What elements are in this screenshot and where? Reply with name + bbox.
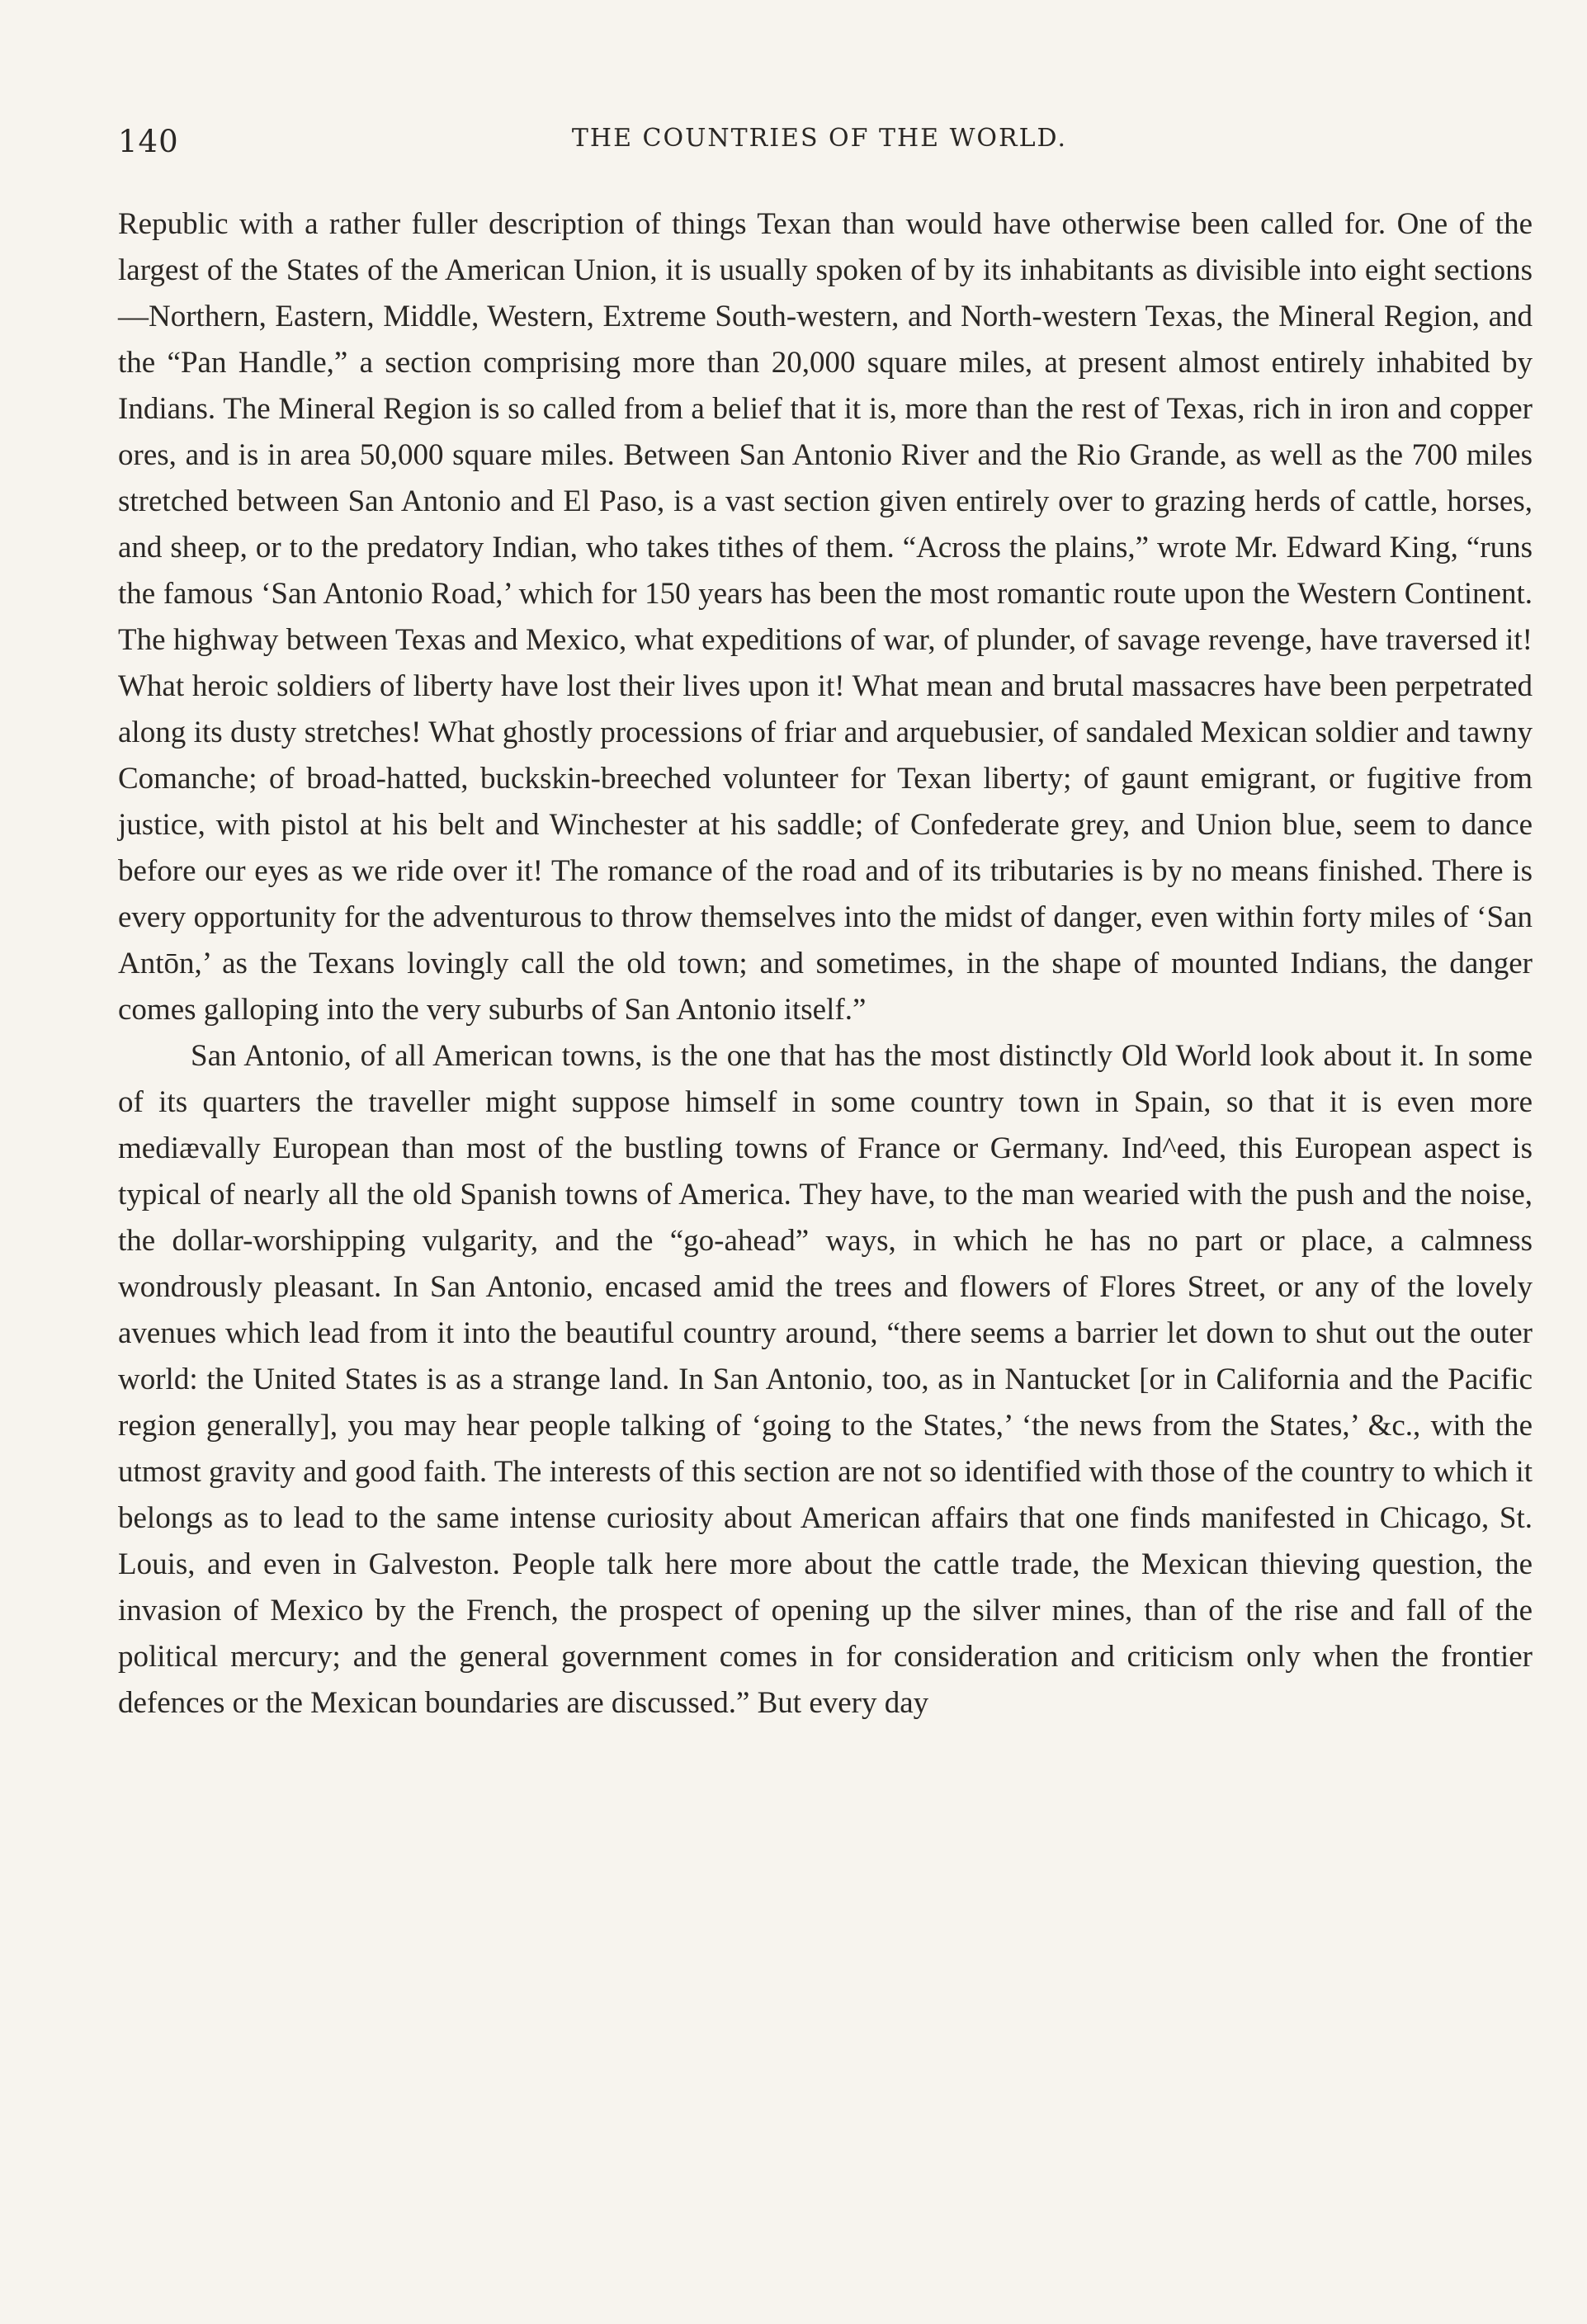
paragraph-san-antonio: San Antonio, of all American towns, is the one that has the most distinctly Old World look about it. In some of its quarters the traveller might suppose himself in some country town in Spain, so that it is even more mediævally European than most of the bustling towns of France or Germany. Ind^eed, this European aspect is typical of nearly all the old Spanish towns of America. They have, to the man wearied with the push and the noise, the dollar-worshipping vulgarity, and the “go-ahead” ways, in which he has no part or place, a calmness wondrously pleasant. In San Antonio, encased amid the trees and flowers of Flores Street, or any of the lovely avenues which lead from it into the beautiful country around, “there seems a barrier let down to shut out the outer world: the United States is as a strange land. In San Antonio, too, as in Nantucket [or in California and the Pacific region generally], you may hear people talking of ‘going to the States,’ ‘the news from the States,’ &c., with the utmost gravity and good faith. The interests of this section are not so identified with those of the country to which it belongs as to lead to the same intense curiosity about American affairs that one finds manifested in Chicago, St. Louis, and even in Galveston. People talk here more about the cattle trade, the Mexican thieving question, the invasion of Mexico by the French, the prospect of opening up the silver mines, than of the rise and fall of the political mercury; and the general government comes in for consideration and criticism only when the frontier defences or the Mexican boundaries are discussed.” But every day — [118, 1039, 1533, 1720]
paragraph-continued: Republic with a rather fuller description of things Texan than would have otherwise been called for. One of the largest of the States of the American Union, it is usually spoken of by its inhabitants as divisible into eight sections—Northern, Eastern, Middle, Western, Extreme South-western, and North-western Texas, the Mineral Region, and the “Pan Handle,” a section comprising more than 20,000 square miles, at present almost entirely inhabited by Indians. The Mineral Region is so called from a belief that it is, more than the rest of Texas, rich in iron and copper ores, and is in area 50,000 square miles. Between San Antonio River and the Rio Grande, as well as the 700 miles stretched between San Antonio and El Paso, is a vast section given entirely over to grazing herds of cattle, horses, and sheep, or to the predatory Indian, who takes tithes of them. “Across the plains,” wrote Mr. Edward King, “runs the famous ‘San Antonio Road,’ which for 150 years has been the most romantic route upon the Western Continent. The highway between Texas and Mexico, what expeditions of war, of plunder, of savage revenge, have traversed it! What heroic soldiers of liberty have lost their lives upon it! What mean and brutal massacres have been perpetrated along its dusty stretches! What ghostly processions of friar and arquebusier, of sandaled Mexican soldier and tawny Comanche; of broad-hatted, buckskin-breeched volunteer for Texan liberty; of gaunt emigrant, or fugitive from justice, with pistol at his belt and Winchester at his saddle; of Confederate grey, and Union blue, seem to dance before our eyes as we ride over it! The romance of the road and of its tributaries is by no means finished. There is every opportunity for the adventurous to throw themselves into the midst of danger, even within forty miles of ‘San Antōn,’ as the Texans lovingly call the old town; and sometimes, in the shape of mounted Indians, the danger comes galloping into the very suburbs of San Antonio itself.” — [118, 207, 1533, 1027]
body-text — [118, 201, 1533, 1726]
page-number: 140 — [118, 124, 179, 159]
running-title: THE COUNTRIES OF THE WORLD. — [571, 124, 1068, 153]
page-header — [118, 124, 1521, 173]
